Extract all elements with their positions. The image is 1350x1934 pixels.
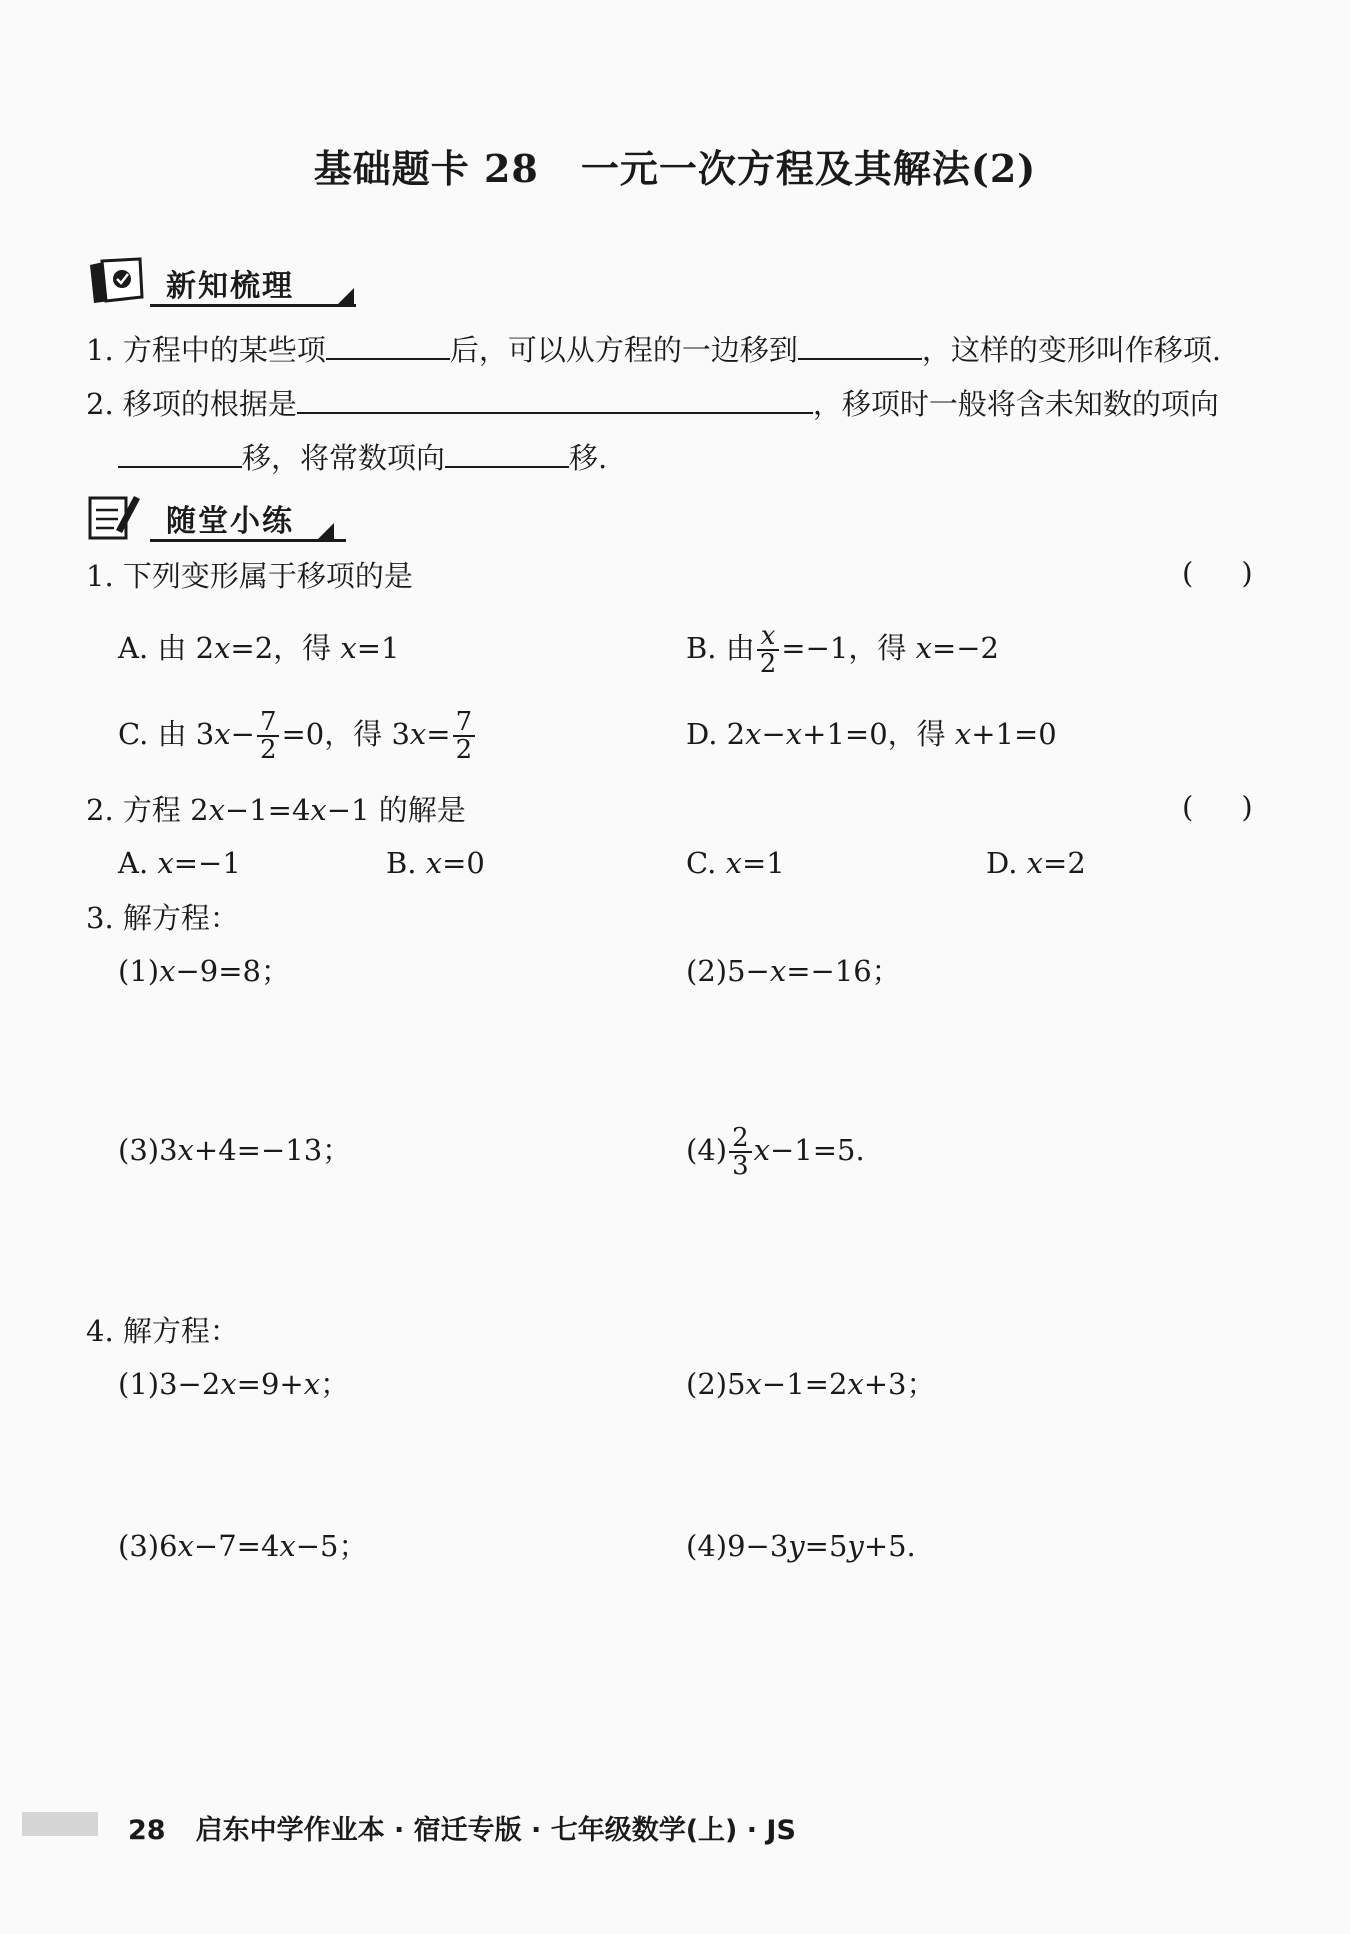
fill-question-2: 2. 移项的根据是 ，移项时一般将含未知数的项向 [86, 382, 1219, 424]
q1-option-b[interactable]: B. 由 $\frac{x}{2}$ =−1，得 x=−2 [686, 621, 999, 679]
page-number: 28 [128, 1815, 166, 1846]
fraction: $\frac{x}{2}$ [757, 623, 780, 677]
q2-option-b[interactable]: B. x=0 [386, 846, 485, 880]
footer-bar [22, 1812, 98, 1836]
q3-part-1: (1)x−9=8； [118, 954, 290, 988]
fraction: $\frac{7}{2}$ [453, 709, 476, 763]
answer-blank[interactable] [445, 436, 569, 468]
answer-blank[interactable] [118, 436, 242, 468]
answer-blank[interactable] [297, 382, 813, 414]
q4-part-2: (2)5x−1=2x+3； [686, 1367, 936, 1401]
fraction: $\frac{2}{3}$ [729, 1125, 752, 1179]
section-header-new-knowledge [86, 255, 356, 307]
section-header-practice [86, 490, 346, 542]
q2-option-d[interactable]: D. x=2 [986, 846, 1086, 880]
answer-bracket[interactable]: ( ) [1182, 790, 1253, 824]
page-title [0, 138, 1350, 193]
section-label: 新知梳理 [166, 269, 294, 304]
answer-blank[interactable] [798, 328, 922, 360]
notebook-pen-icon [86, 255, 148, 307]
answer-bracket[interactable]: ( ) [1182, 556, 1253, 590]
q1-option-c[interactable]: C. 由 3x− $\frac{7}{2}$ =0，得 3x= $\frac{7}{2}$ [118, 702, 477, 766]
q4-part-3: (3)6x−7=4x−5； [118, 1529, 368, 1563]
practice-question-3: 3. 解方程： [86, 901, 239, 935]
notepad-pencil-icon [86, 490, 148, 542]
q3-part-3: (3)3x+4=−13； [118, 1133, 352, 1167]
title-prefix: 基础题卡 28 [313, 146, 539, 191]
answer-blank[interactable] [326, 328, 450, 360]
practice-question-1: 1. 下列变形属于移项的是 [86, 559, 413, 593]
fill-question-1: 1. 方程中的某些项 后，可以从方程的一边移到 ，这样的变形叫作移项. [86, 328, 1221, 370]
book-title: 启东中学作业本 · 宿迁专版 · 七年级数学(上) · JS [195, 1815, 796, 1846]
q2-option-c[interactable]: C. x=1 [686, 846, 785, 880]
q1-option-a[interactable]: A. 由 2x=2，得 x=1 [118, 631, 400, 665]
q4-part-1: (1)3−2x=9+x； [118, 1367, 350, 1401]
page-footer [128, 1808, 796, 1847]
q4-part-4: (4)9−3y=5y+5. [686, 1529, 916, 1563]
q3-part-4: (4) $\frac{2}{3}$ x−1=5. [686, 1123, 865, 1181]
practice-question-2: 2. 方程 2x−1=4x−1 的解是 [86, 793, 466, 827]
practice-question-4: 4. 解方程： [86, 1314, 239, 1348]
fill-question-2-cont: 移，将常数项向 移. [118, 436, 607, 478]
q3-part-2: (2)5−x=−16； [686, 954, 901, 988]
q1-option-d[interactable]: D. 2x−x+1=0，得 x+1=0 [686, 717, 1057, 751]
section-label: 随堂小练 [166, 504, 294, 539]
title-main: 一元一次方程及其解法(2) [580, 146, 1037, 191]
fraction: $\frac{7}{2}$ [257, 709, 280, 763]
q2-option-a[interactable]: A. x=−1 [118, 846, 241, 880]
